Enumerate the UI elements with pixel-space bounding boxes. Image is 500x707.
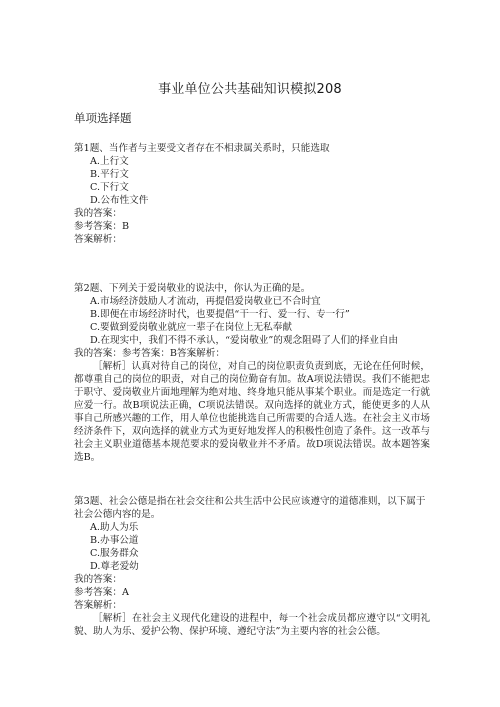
- question-1-option-c: C.下行文: [90, 182, 129, 193]
- question-2-option-b: B.即便在市场经济时代，也要提倡“干一行、爱一行、专一行”: [90, 309, 350, 320]
- question-2-explanation: ［解析］认真对待自己的岗位，对自己的岗位职责负责到底，无论在任何时候，都尊重自己的岗位的职责，对自己的岗位勤奋有加。故A项说法错误。我们不能把忠于职守、爱岗敬业片面地理解为绝对地、终身地只能从事某个职业。而是选定一行就应爱一行。故B项说法正确，C项说法错误。双向选择的就业方式，能使更多的人从事自己所感兴趣的工作，用人单位也能挑选自己所需要的合适人选。在社会主义市场经济条件下，双向选择的就业方式为更好地发挥人的积极性创造了条件。这一改革与社会主义职业道德基本规范要求的爱岗敬业并不矛盾。故D项说法错误。故本题答案选B。: [74, 361, 430, 463]
- question-3-analysis: 答案解析：: [74, 600, 122, 611]
- question-1-option-b: B.平行文: [90, 169, 129, 180]
- question-2-option-d: D.在现实中，我们不得不承认，“爱岗敬业”的观念阻碍了人们的择业自由: [90, 335, 399, 346]
- question-2-answers-line: 我的答案：参考答案：B答案解析：: [74, 348, 225, 359]
- question-2-option-c: C.要做到爱岗敬业就应一辈子在岗位上无私奉献: [90, 322, 292, 333]
- question-3-stem: 第3题、社会公德是指在社会交往和公共生活中公民应该遵守的道德准则，以下属于社会公德内容的是。: [74, 496, 426, 520]
- question-1-stem: 第1题、当作者与主要受文者存在不相隶属关系时，只能选取: [74, 143, 330, 154]
- question-1-my-answer: 我的答案：: [74, 208, 122, 219]
- question-3-explanation: ［解析］在社会主义现代化建设的进程中，每一个社会成员都应遵守以“文明礼貌、助人为乐、爱护公物、保护环境、遵纪守法”为主要内容的社会公德。: [74, 613, 430, 637]
- question-2-stem: 第2题、下列关于爱岗敬业的说法中，你认为正确的是。: [74, 283, 311, 294]
- question-1-option-d: D.公布性文件: [90, 195, 149, 206]
- question-2-option-a: A.市场经济鼓励人才流动，再提倡爱岗敬业已不合时宜: [90, 296, 321, 307]
- section-heading: 单项选择题: [74, 111, 132, 125]
- question-3-option-c: C.服务群众: [90, 548, 139, 559]
- page-title: 事业单位公共基础知识模拟208: [158, 82, 342, 97]
- question-1-analysis: 答案解析：: [74, 234, 122, 245]
- question-3-option-b: B.办事公道: [90, 535, 139, 546]
- question-1-option-a: A.上行文: [90, 156, 129, 167]
- question-3-reference-answer: 参考答案：A: [74, 587, 129, 598]
- question-3-my-answer: 我的答案：: [74, 574, 122, 585]
- question-3-option-d: D.尊老爱幼: [90, 561, 139, 572]
- question-3-option-a: A.助人为乐: [90, 522, 139, 533]
- question-1-reference-answer: 参考答案：B: [74, 221, 130, 232]
